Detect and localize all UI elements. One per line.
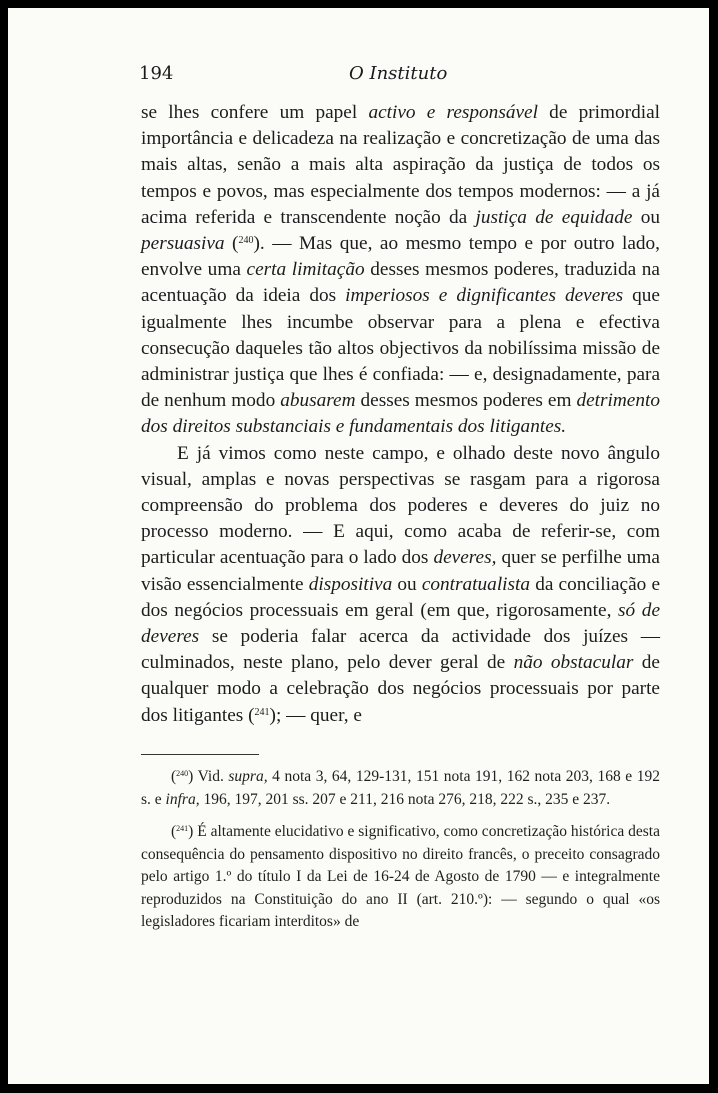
- main-text: [141, 100, 660, 729]
- book-page: [8, 8, 709, 1084]
- running-head: O Instituto: [349, 63, 448, 84]
- footnote-divider: [141, 754, 259, 755]
- paragraph-2: E já vimos como neste campo, e olhado deste novo ângulo visual, amplas e novas perspectivas se rasgam para a rigorosa compreensão do problema dos poderes e deveres do juiz no processo moderno. — E aqui, como acaba de referir-se, com particular acentuação para o lado dos deveres, quer se perfilhe uma visão essencialmente dispositiva ou contratualista da conciliação e dos negócios processuais em geral (em que, rigorosamente, só de deveres se poderia falar acerca da actividade dos juízes — culminados, neste plano, pelo dever geral de não obstacular de qualquer modo a celebração dos negócios processuais por parte dos litigantes ($^{241}$); — quer, e: [141, 442, 661, 726]
- page-number: 194: [139, 63, 174, 84]
- footnote-240: ($^{240}$) Vid. supra, 4 nota 3, 64, 129-131, 151 nota 191, 162 nota 203, 168 e 192 s. e infra, 196, 197, 201 ss. 207 e 211, 216 nota 276, 218, 222 s., 235 e 237.: [141, 768, 660, 808]
- footnotes: [141, 766, 660, 944]
- footnote-ref-241: 241: [254, 706, 270, 718]
- footnote-241: ($^{241}$) É altamente elucidativo e significativo, como concretização histórica desta consequência do pensamento dispositivo no direito francês, o preceito consagrado pelo artigo 1.º do título I da Lei de 16-24 de Agosto de 1790 — e integralmente reproduzidos na Constituição do ano II (art. 210.º): — segundo o qual «os legisladores ficariam interditos» de: [141, 823, 660, 930]
- page-header: [139, 63, 659, 93]
- paragraph-1: se lhes confere um papel activo e responsável de primordial importância e delicadeza na realização e concretização de uma das mais altas, senão a mais alta aspiração da justiça de todos os tempos e povos, mas especialmente dos tempos modernos: — a já acima referida e transcendente noção da justiça de equidade ou persuasiva ($^{240}$). — Mas que, ao mesmo tempo e por outro lado, envolve uma certa limitação desses mesmos poderes, traduzida na acentuação da ideia dos imperiosos e dignificantes deveres que igualmente lhes incumbe observar para a plena e efectiva consecução daqueles tão altos objectivos da nobilíssima missão de administrar justiça que lhes é confiada: — e, designadamente, para de nenhum modo abusarem desses mesmos poderes em detrimento dos direitos substanciais e fundamentais dos litigantes.: [141, 102, 661, 438]
- footnote-ref-240: 240: [238, 235, 254, 247]
